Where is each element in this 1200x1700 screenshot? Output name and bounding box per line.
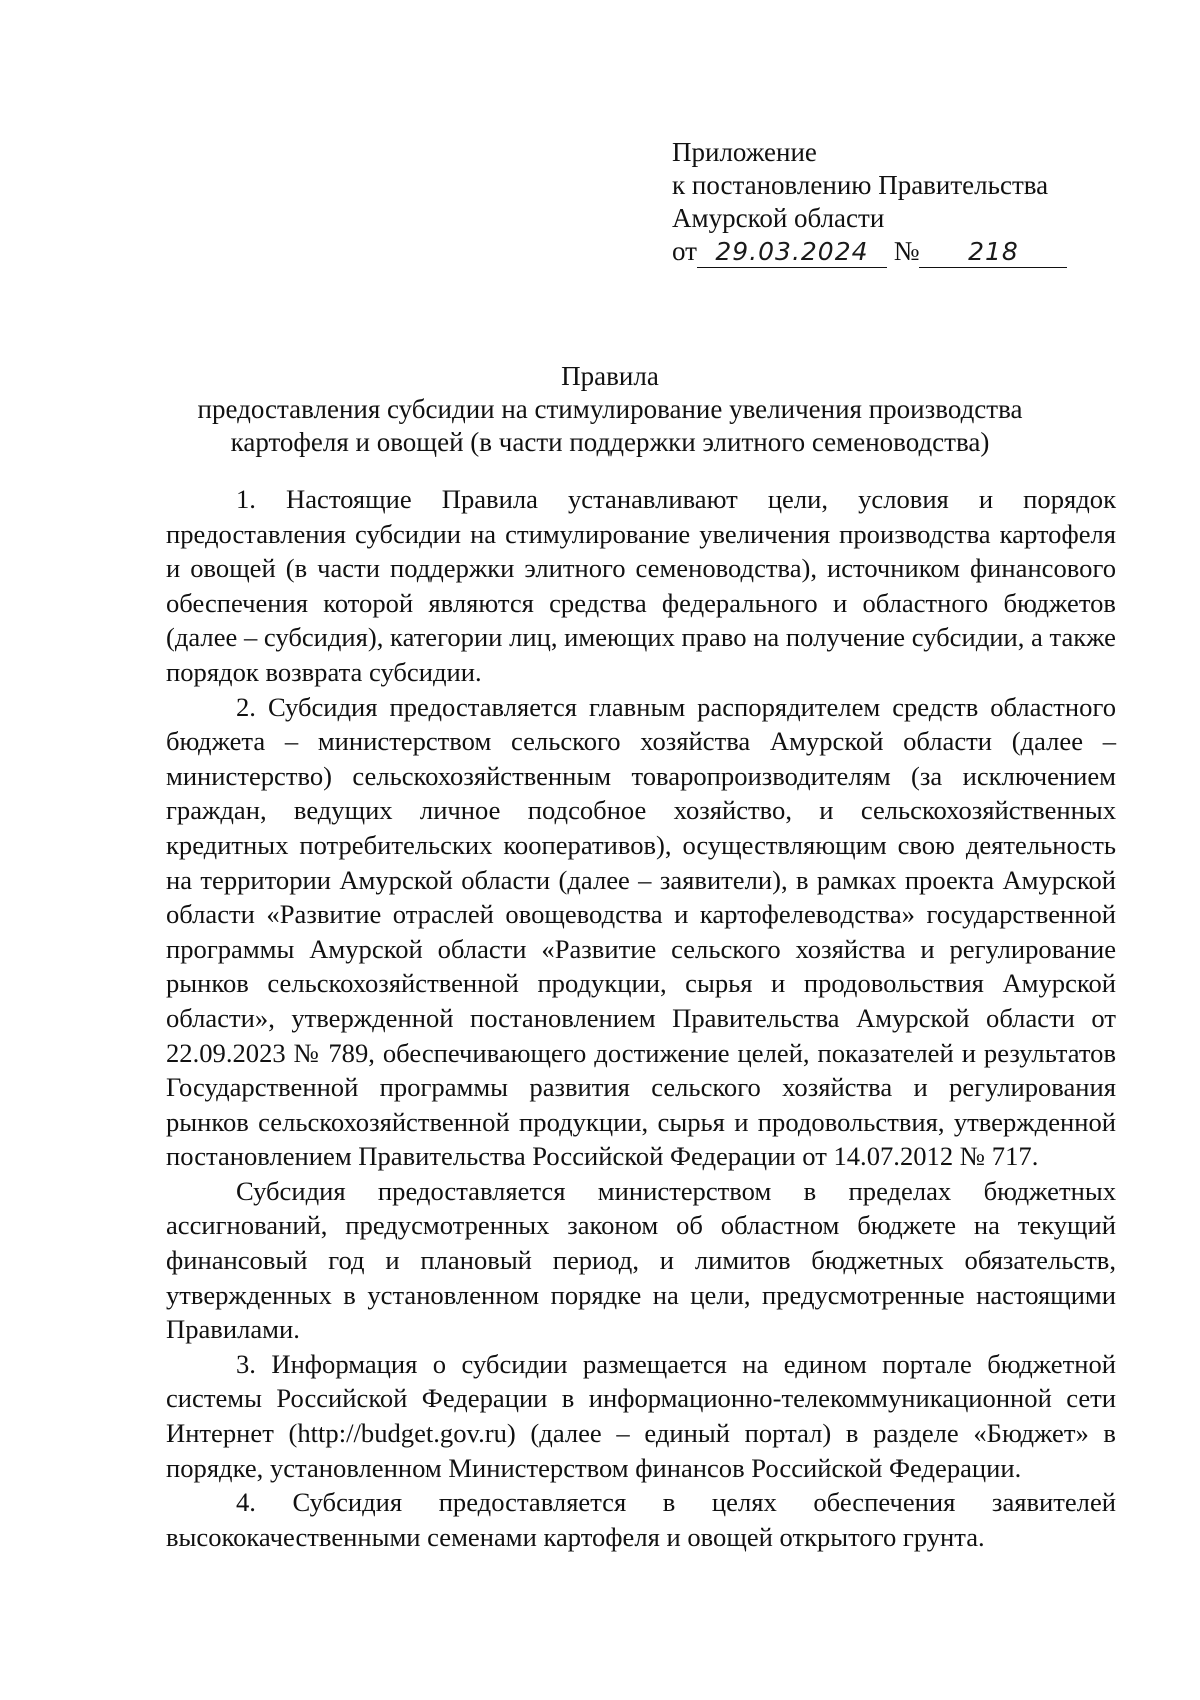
paragraph-4: 4. Субсидия предоставляется в целях обеспечения заявителей высококачественными семенами картофеля и овощей открытого грунта. xyxy=(166,1487,1116,1552)
appendix-region-line: Амурской области xyxy=(672,203,885,233)
paragraph-3: 3. Информация о субсидии размещается на едином портале бюджетной системы Российской Федерации в информационно-телекоммуникационной сети Интернет (http://budget.gov.ru) (далее – единый портал) в разделе «Бюджет» в порядке, установленном Министерством финансов Российской Федерации. xyxy=(166,1348,1116,1483)
appendix-label: Приложение xyxy=(672,137,817,167)
number-prefix: № xyxy=(893,236,920,266)
handwritten-date: 29.03.2024 xyxy=(697,237,887,268)
document-body xyxy=(166,482,1116,1554)
paragraph-2-continued: Субсидия предоставляется министерством в пределах бюджетных ассигнований, предусмотренных законом об областном бюджете на текущий финансовый год и плановый период, и лимитов бюджетных обязательств, утвержденных в установленном порядке на цели, предусмотренные настоящими Правилами. xyxy=(166,1175,1116,1345)
handwritten-number: 218 xyxy=(919,237,1067,268)
paragraph-1: 1. Настоящие Правила устанавливают цели, условия и порядок предоставления субсидии на стимулирование увеличения производства картофеля и овощей (в части поддержки элитного семеноводства), источником финансового обеспечения которой являются средства федерального и областного бюджетов (далее – субсидия), категории лиц, имеющих право на получение субсидии, а также порядок возврата субсидии. xyxy=(166,484,1116,687)
document-subtitle-line-2: картофеля и овощей (в части поддержки элитного семеноводства) xyxy=(230,427,990,457)
date-prefix: от xyxy=(672,236,697,266)
appendix-resolution-line: к постановлению Правительства xyxy=(672,170,1049,200)
appendix-reference-line xyxy=(672,235,1112,268)
document-title-block xyxy=(150,360,1070,459)
appendix-header xyxy=(672,136,1112,268)
paragraph-2: 2. Субсидия предоставляется главным распорядителем средств областного бюджета – министерством сельского хозяйства Амурской области (далее – министерство) сельскохозяйственным товаропроизводителям (за исключением граждан, ведущих личное подсобное хозяйство, и сельскохозяйственных кредитных потребительских кооперативов), осуществляющим свою деятельность на территории Амурской области (далее – заявители), в рамках проекта Амурской области «Развитие отраслей овощеводства и картофелеводства» государственной программы Амурской области «Развитие сельского хозяйства и регулирование рынков сельскохозяйственной продукции, сырья и продовольствия Амурской области», утвержденной постановлением Правительства Амурской области от 22.09.2023 № 789, обеспечивающего достижение целей, показателей и результатов Государственной программы развития сельского хозяйства и регулирования рынков сельскохозяйственной продукции, сырья и продовольствия, утвержденной постановлением Правительства Российской Федерации от 14.07.2012 № 717. xyxy=(166,691,1116,1172)
document-title: Правила xyxy=(561,361,659,391)
document-subtitle-line-1: предоставления субсидии на стимулирование увеличения производства xyxy=(197,394,1023,424)
